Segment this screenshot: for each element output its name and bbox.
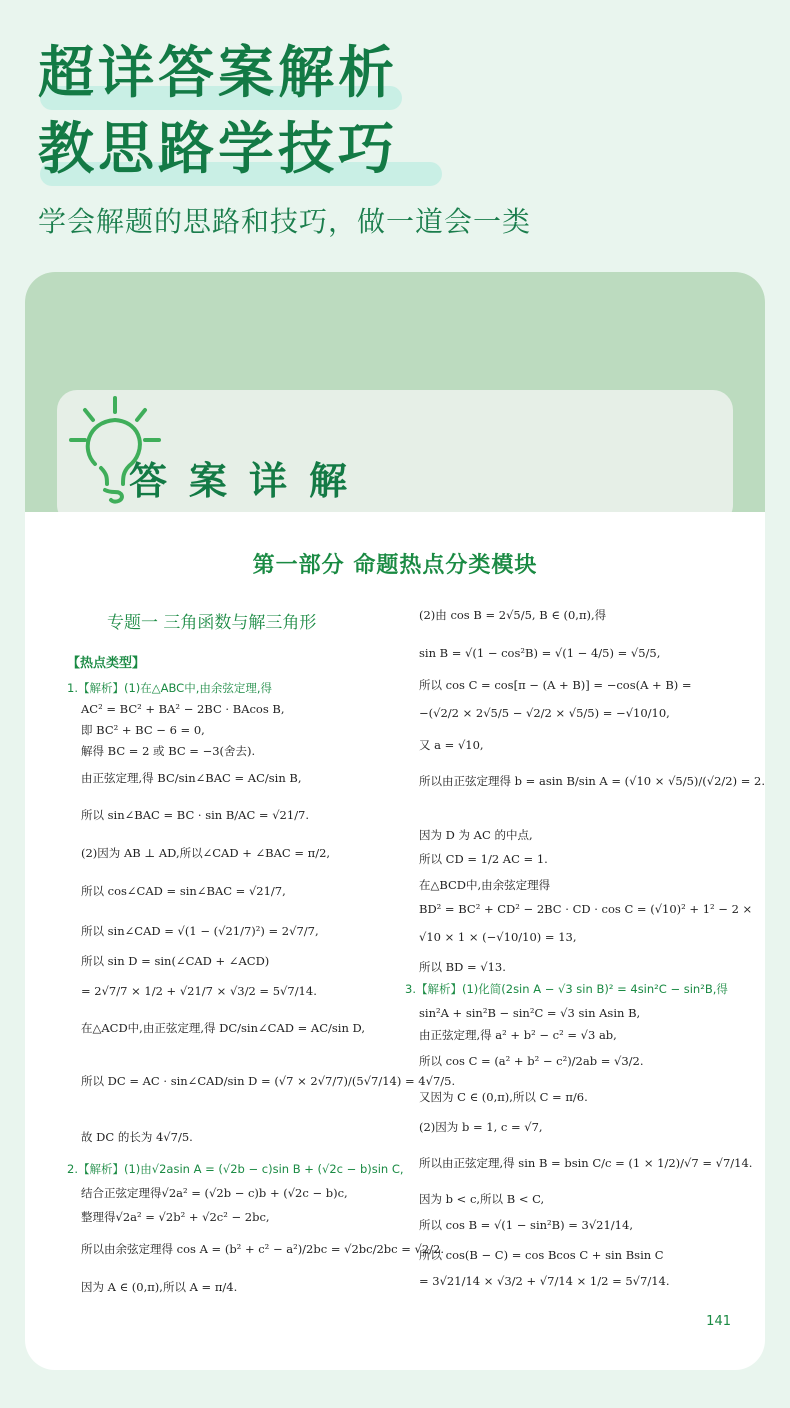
solution-line: 所以 BD = √13. xyxy=(419,960,506,974)
page-number: 141 xyxy=(706,1314,731,1329)
solution-line: (2)因为 b = 1, c = √7, xyxy=(419,1120,543,1134)
part-title: 第一部分 命题热点分类模块 xyxy=(252,553,538,578)
solution-line: (2)因为 AB ⊥ AD,所以∠CAD + ∠BAC = π/2, xyxy=(81,846,331,860)
document-page xyxy=(35,512,765,1352)
solution-line: (2)由 cos B = 2√5/5, B ∈ (0,π),得 xyxy=(419,608,607,622)
subtitle: 学会解题的思路和技巧，做一道会一类 xyxy=(38,205,532,238)
solution-line: = 2√7/7 × 1/2 + √21/7 × √3/2 = 5√7/14. xyxy=(81,984,317,998)
solution-line: 故 DC 的长为 4√7/5. xyxy=(81,1130,193,1144)
solution-line: AC² = BC² + BA² − 2BC · BAcos B, xyxy=(81,702,285,716)
solution-line: 所以由正弦定理得 b = asin B/sin A = (√10 × √5/5)/(√2/2) = 2. xyxy=(419,774,765,788)
solution-line: 又因为 C ∈ (0,π),所以 C = π/6. xyxy=(419,1090,588,1104)
solution-line: 所以 sin∠BAC = BC · sin B/AC = √21/7. xyxy=(81,808,310,822)
headline-line-2: 教思路学技巧 xyxy=(38,117,398,182)
solution-line: 所以 CD = 1/2 AC = 1. xyxy=(419,852,548,866)
solution-line: 所以 cos C = cos[π − (A + B)] = −cos(A + B) = xyxy=(419,678,692,692)
solution-line: 所以 sin D = sin(∠CAD + ∠ACD) xyxy=(81,954,270,968)
topic-heading: 专题一 三角函数与解三角形 xyxy=(107,613,317,633)
solution-line: 因为 b < c,所以 B < C, xyxy=(419,1192,545,1206)
solution-line: −(√2/2 × 2√5/5 − √2/2 × √5/5) = −√10/10, xyxy=(419,706,670,720)
solution-line: 在△ACD中,由正弦定理,得 DC/sin∠CAD = AC/sin D, xyxy=(81,1021,366,1035)
solution-line: 解得 BC = 2 或 BC = −3(舍去). xyxy=(81,744,256,758)
solution-line: sin B = √(1 − cos²B) = √(1 − 4/5) = √5/5, xyxy=(419,646,661,660)
solution-line: 所以 DC = AC · sin∠CAD/sin D = (√7 × 2√7/7)/(5√7/14) = 4√7/5. xyxy=(81,1074,456,1088)
solution-line: 整理得√2a² = √2b² + √2c² − 2bc, xyxy=(81,1210,270,1224)
solution-line: 1.【解析】(1)在△ABC中,由余弦定理,得 xyxy=(67,681,272,695)
solution-line: 由正弦定理,得 BC/sin∠BAC = AC/sin B, xyxy=(81,771,302,785)
solution-line: BD² = BC² + CD² − 2BC · CD · cos C = (√10)² + 1² − 2 × xyxy=(419,902,753,916)
solution-line: 所以 cos(B − C) = cos Bcos C + sin Bsin C xyxy=(419,1248,664,1262)
solution-line: √10 × 1 × (−√10/10) = 13, xyxy=(419,930,577,944)
solution-line: 由正弦定理,得 a² + b² − c² = √3 ab, xyxy=(419,1028,617,1042)
solution-line: 所以 cos C = (a² + b² − c²)/2ab = √3/2. xyxy=(419,1054,644,1068)
headline-line-1: 超详答案解析 xyxy=(38,41,398,106)
right-column xyxy=(405,512,765,1352)
solution-line: 所以由余弦定理得 cos A = (b² + c² − a²)/2bc = √2bc/2bc = √2/2. xyxy=(81,1242,445,1256)
solution-line: = 3√21/14 × √3/2 + √7/14 × 1/2 = 5√7/14. xyxy=(419,1274,670,1288)
solution-line: sin²A + sin²B − sin²C = √3 sin Asin B, xyxy=(419,1006,641,1020)
page-card xyxy=(25,272,765,1370)
solution-line: 2.【解析】(1)由√2asin A = (√2b − c)sin B + (√2c − b)sin C, xyxy=(67,1162,404,1176)
solution-line: 因为 A ∈ (0,π),所以 A = π/4. xyxy=(81,1280,238,1294)
solution-line: 所以 cos∠CAD = sin∠BAC = √21/7, xyxy=(81,884,286,898)
solution-line: 3.【解析】(1)化简(2sin A − √3 sin B)² = 4sin²C − sin²B,得 xyxy=(405,982,728,996)
section-tag: 【热点类型】 xyxy=(67,656,146,671)
solution-line: 又 a = √10, xyxy=(419,738,484,752)
solution-line: 所以 sin∠CAD = √(1 − (√21/7)²) = 2√7/7, xyxy=(81,924,319,938)
solution-line: 所以 cos B = √(1 − sin²B) = 3√21/14, xyxy=(419,1218,633,1232)
banner-title: 答案详解 xyxy=(129,459,370,503)
solution-line: 所以由正弦定理,得 sin B = bsin C/c = (1 × 1/2)/√7 = √7/14. xyxy=(419,1156,753,1170)
solution-line: 在△BCD中,由余弦定理得 xyxy=(419,878,551,892)
solution-line: 结合正弦定理得√2a² = (√2b − c)b + (√2c − b)c, xyxy=(81,1186,348,1200)
solution-line: 因为 D 为 AC 的中点, xyxy=(419,828,533,842)
solution-line: 即 BC² + BC − 6 = 0, xyxy=(81,723,205,737)
